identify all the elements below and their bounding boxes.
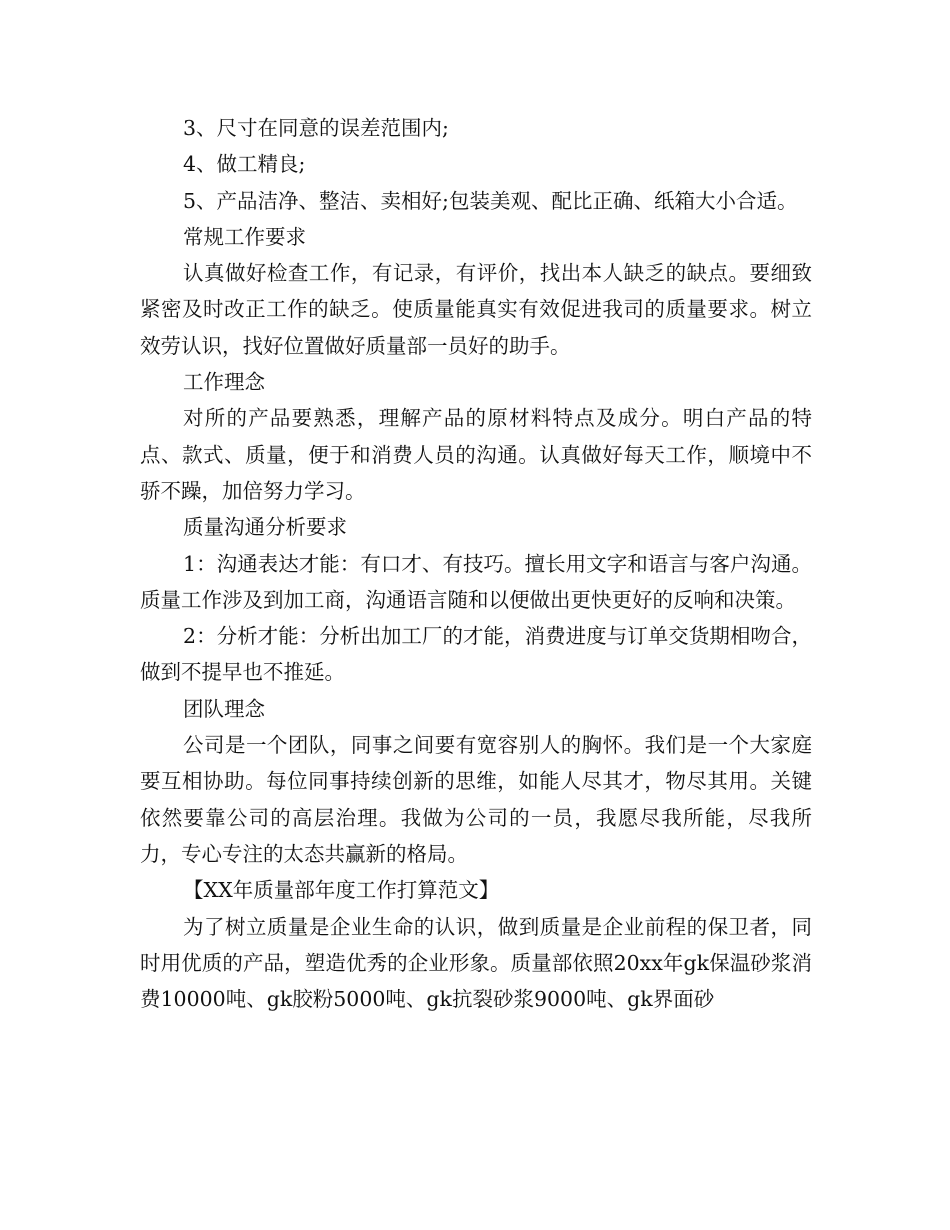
list-item-cleanliness-packaging: 5、产品洁净、整洁、卖相好;包装美观、配比正确、纸箱大小合适。 bbox=[183, 188, 798, 213]
section-heading-routine-work: 常规工作要求 bbox=[183, 224, 306, 249]
paragraph-analysis-skill: 2：分析才能：分析出加工厂的才能，消费进度与订单交货期相吻合，做到不提早也不推延。 bbox=[140, 624, 812, 685]
section-heading-team-philosophy: 团队理念 bbox=[183, 696, 265, 721]
section-heading-work-philosophy: 工作理念 bbox=[183, 370, 265, 395]
paragraph-communication-skill: 1：沟通表达才能：有口才、有技巧。擅长用文字和语言与客户沟通。质量工作涉及到加工商，沟通语言随和以便做出更快更好的反响和决策。 bbox=[140, 551, 812, 612]
document-body bbox=[140, 110, 812, 1017]
paragraph-annual-plan: 为了树立质量是企业生命的认识，做到质量是企业前程的保卫者，同时用优质的产品，塑造优秀的企业形象。质量部依照20xx年gk保温砂浆消费10000吨、gk胶粉5000吨、gk抗裂砂浆9000吨、gk界面砂 bbox=[140, 914, 812, 1012]
section-heading-quality-communication: 质量沟通分析要求 bbox=[183, 515, 347, 540]
list-item-workmanship: 4、做工精良; bbox=[183, 152, 306, 177]
paragraph-routine-work: 认真做好检查工作，有记录，有评价，找出本人缺乏的缺点。要细致紧密及时改正工作的缺乏。使质量能真实有效促进我司的质量要求。树立效劳认识，找好位置做好质量部一员好的助手。 bbox=[140, 261, 812, 358]
list-item-size-tolerance: 3、尺寸在同意的误差范围内; bbox=[183, 116, 449, 140]
paragraph-work-philosophy: 对所的产品要熟悉，理解产品的原材料特点及成分。明白产品的特点、款式、质量，便于和消费人员的沟通。认真做好每天工作，顺境中不骄不躁，加倍努力学习。 bbox=[140, 406, 812, 503]
paragraph-team-philosophy: 公司是一个团队，同事之间要有宽容别人的胸怀。我们是一个大家庭要互相协助。每位同事持续创新的思维，如能人尽其才，物尽其用。关键依然要靠公司的高层治理。我做为公司的一员，我愿尽我所能，尽我所力，专心专注的太态共赢新的格局。 bbox=[140, 733, 812, 866]
section-heading-annual-plan: 【XX年质量部年度工作打算范文】 bbox=[183, 878, 500, 903]
